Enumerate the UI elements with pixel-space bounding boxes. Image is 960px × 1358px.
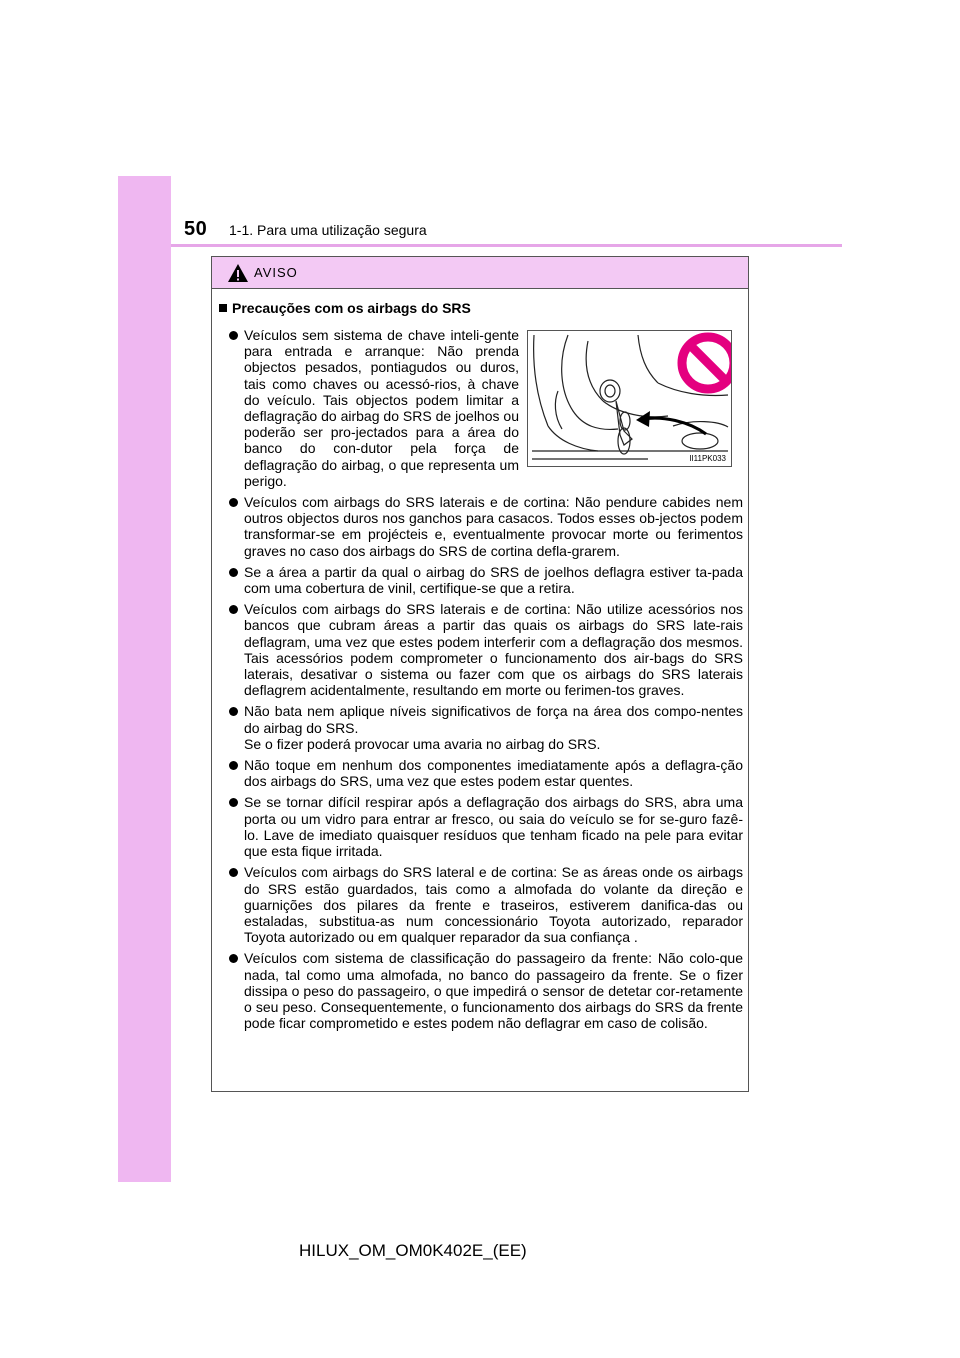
illustration-code: II11PK033 (689, 454, 726, 463)
list-item: Veículos com airbags do SRS laterais e de cortina: Não utilize acessórios nos bancos que cubram áreas a partir das quais os airbags do SRS late-rais deflagram, uma vez que estes podem interferir com a deflagração dos mesmos. Tais acessórios podem comprometer o funcionamento dos air-bags do SRS laterais, desativar o sistema ou fazer com que os airbags do SRS laterais deflagrem acidentalmente, resultando em morte ou ferimen-tos graves. (229, 601, 743, 698)
warning-label: AVISO (254, 265, 298, 280)
bullet-dot-icon (229, 798, 238, 807)
list-item: Veículos com airbags do SRS lateral e de cortina: Se as áreas onde os airbags do SRS estão guardados, tais como a almofada do volante da direção e guarnições dos pilares da frente e traseiros, estiverem danifica-das ou estaladas, substitua-as num concessionário Toyota autorizado, reparador Toyota autorizado ou em qualquer reparador da sua confiança . (229, 864, 743, 945)
bullet-dot-icon (229, 761, 238, 770)
list-item: Veículos com sistema de classificação do passageiro da frente: Não colo-que nada, tal como uma almofada, no banco do passageiro da frente. Se o fizer dissipa o peso do passageiro, o que impedirá o sensor de detetar cor-retamente o seu peso. Consequentemente, o funcionamento dos airbags do SRS da frente pode ficar comprometido e estes podem não deflagrar em caso de colisão. (229, 950, 743, 1031)
list-item: Não toque em nenhum dos componentes imediatamente após a deflagra-ção dos airbags do SRS, uma vez que estes podem estar quentes. (229, 757, 743, 789)
square-bullet-icon (219, 304, 227, 312)
list-item: Veículos sem sistema de chave inteli-gente para entrada e arranque: Não prenda objectos pesados, pontiagudos ou duros, tais como chaves ou acessó-rios, à chave do veículo. Tais objectos podem limitar a deflagração do airbag do SRS de joelhos ou poderão ser pro-jectados para a área do banco do con-dutor pela força de deflagração do airbag, o que representa um perigo. (229, 327, 519, 489)
side-tab-bar (118, 176, 171, 1182)
warning-triangle-icon (227, 263, 249, 283)
list-item: Veículos com airbags do SRS laterais e de cortina: Não pendure cabides nem outros objectos duros nos ganchos para casacos. Todos esses ob-jectos podem transformar-se em projécteis e, eventualmente provocar morte ou ferimentos graves no caso dos airbags do SRS de cortina defla-grarem. (229, 494, 743, 559)
list-item: Não bata nem aplique níveis significativos de força na área dos compo-nentes do airbag do SRS. Se o fizer poderá provocar uma avaria no airbag do SRS. (229, 703, 743, 752)
page-number: 50 (184, 218, 208, 240)
bullet-dot-icon (229, 331, 238, 340)
bullet-dot-icon (229, 707, 238, 716)
bullet-dot-icon (229, 498, 238, 507)
subheading-text: Precauções com os airbags do SRS (232, 300, 471, 316)
warning-list (229, 327, 743, 1036)
bullet-dot-icon (229, 954, 238, 963)
document-code: HILUX_OM_OM0K402E_(EE) (299, 1241, 527, 1260)
section-title: 1-1. Para uma utilização segura (229, 222, 427, 238)
bullet-dot-icon (229, 868, 238, 877)
header-divider (171, 244, 842, 247)
warning-subheading (219, 300, 471, 316)
warning-header (212, 257, 748, 289)
list-item: Se a área a partir da qual o airbag do SRS de joelhos deflagra estiver ta-pada com uma cobertura de vinil, certifique-se que a retira. (229, 564, 743, 596)
list-item: Se se tornar difícil respirar após a deflagração dos airbags do SRS, abra uma porta ou um vidro para entrar ar fresco, ou saia do veículo se for se-guro fazê-lo. Lave de imediato quaisquer resíduos que tenham ficado na pele para evitar que esta fique irritada. (229, 794, 743, 859)
warning-box (211, 256, 749, 1092)
bullet-dot-icon (229, 605, 238, 614)
bullet-dot-icon (229, 568, 238, 577)
